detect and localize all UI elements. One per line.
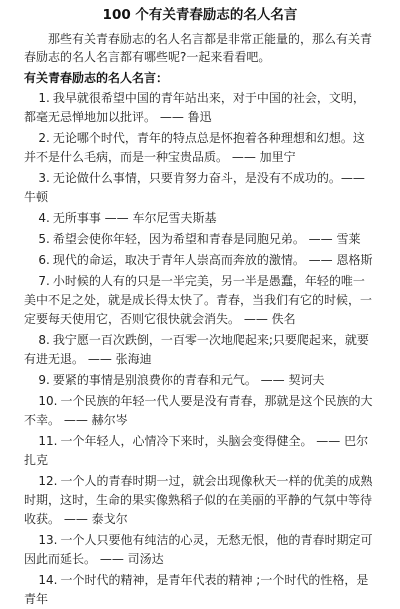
- article-title: 100 个有关青春励志的名人名言: [102, 7, 298, 23]
- quote-text: 无所事事 —— 车尔尼雪夫斯基: [52, 211, 217, 225]
- quote-list: [24, 89, 376, 609]
- quote-item: [24, 251, 376, 270]
- quote-text: 一个时代的精神，是青年代表的精神 ;一个时代的性格，是青年: [24, 573, 369, 606]
- quote-item: [24, 169, 376, 207]
- quote-text: 小时候的人有的只是一半完美，另一半是愚蠢，年轻的唯一美中不足之处，就是成长得太快了。青春，当我们有它的时候，一定要每天使用它，否则它很快就会消失。 —— 佚名: [24, 274, 373, 326]
- quote-number: 2.: [38, 131, 50, 145]
- intro-paragraph: 那些有关青春励志的名人名言都是非常正能量的，那么有关青春励志的名人名言都有哪些呢?一起来看看吧。: [24, 32, 373, 64]
- quote-text: 我宁愿一百次跌倒，一百零一次地爬起来;只要爬起来，就要有进无退。 —— 张海迪: [24, 333, 369, 366]
- quote-number: 11.: [38, 434, 58, 448]
- quote-item: [24, 531, 376, 569]
- quote-item: [24, 129, 376, 167]
- quote-item: [24, 209, 376, 228]
- quote-number: 12.: [38, 474, 58, 488]
- quote-item: [24, 331, 376, 369]
- section-heading: 有关青春励志的名人名言：: [24, 71, 169, 85]
- quote-number: 7.: [38, 274, 50, 288]
- quote-text: 无论做什么事情，只要肯努力奋斗，是没有不成功的。—— 牛顿: [24, 171, 365, 204]
- quote-number: 6.: [38, 253, 50, 267]
- quote-item: [24, 89, 376, 127]
- quote-item: [24, 571, 376, 609]
- quote-number: 8.: [38, 333, 50, 347]
- quote-text: 要紧的事情是别浪费你的青春和元气。 —— 契诃夫: [52, 373, 325, 387]
- quote-item: [24, 272, 376, 329]
- quote-item: [24, 371, 376, 390]
- quote-number: 1.: [38, 91, 50, 105]
- quote-item: [24, 392, 376, 430]
- quote-text: 一个民族的年轻一代人要是没有青春，那就是这个民族的大不幸。 —— 赫尔岑: [24, 394, 373, 427]
- quote-text: 一个人的青春时期一过，就会出现像秋天一样的优美的成熟时期，这时，生命的果实像熟稻子似的在美丽的平静的气氛中等待收获。 —— 泰戈尔: [24, 474, 373, 526]
- quote-text: 一个人只要他有纯洁的心灵，无愁无恨，他的青春时期定可因此而延长。 —— 司汤达: [24, 533, 373, 566]
- quote-item: [24, 472, 376, 529]
- quote-number: 14.: [38, 573, 58, 587]
- quote-number: 9.: [38, 373, 50, 387]
- quote-text: 现代的命运，取决于青年人崇高而奔放的激情。 —— 恩格斯: [52, 253, 373, 267]
- quote-text: 我早就很希望中国的青年站出来，对于中国的社会，文明，都毫无忌惮地加以批评。 —— 鲁迅: [24, 91, 365, 124]
- quote-text: 一个年轻人，心情冷下来时，头脑会变得健全。 —— 巴尔扎克: [24, 434, 369, 467]
- quote-number: 13.: [38, 533, 58, 547]
- quote-number: 4.: [38, 211, 50, 225]
- quote-text: 希望会使你年轻，因为希望和青春是同胞兄弟。 —— 雪莱: [52, 232, 361, 246]
- quote-number: 10.: [38, 394, 58, 408]
- quote-item: [24, 230, 376, 249]
- quote-item: [24, 432, 376, 470]
- quote-text: 无论哪个时代，青年的特点总是怀抱着各种理想和幻想。这并不是什么毛病，而是一种宝贵品质。 —— 加里宁: [24, 131, 365, 164]
- quote-number: 5.: [38, 232, 50, 246]
- quote-number: 3.: [38, 171, 50, 185]
